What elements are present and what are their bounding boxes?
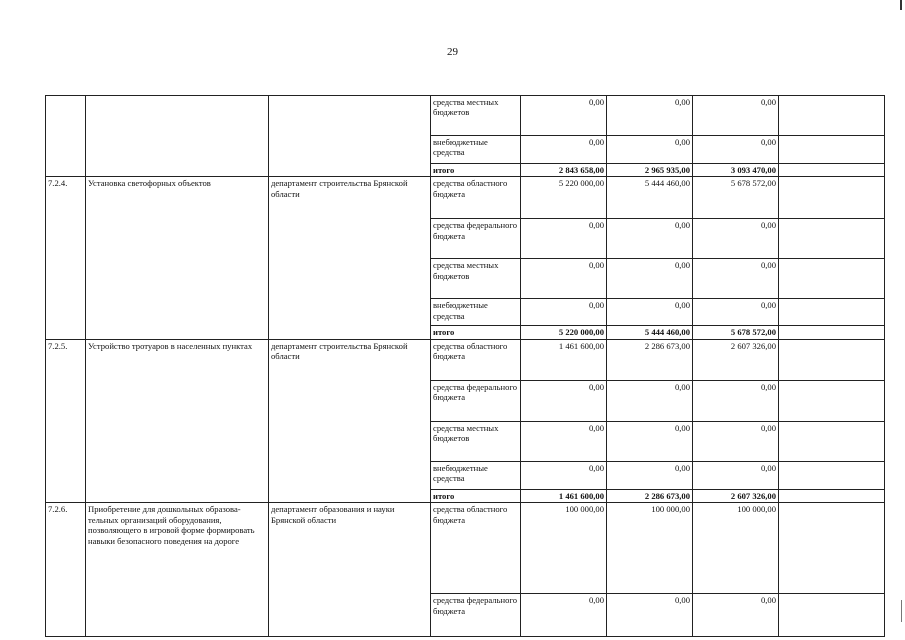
amount-year-2: 0,00 (607, 136, 693, 164)
empty-cell (779, 326, 885, 339)
empty-cell (779, 164, 885, 177)
funding-source: средства местных бюджетов (431, 259, 521, 299)
item-name: Устройство тротуаров в населенных пунктах (86, 339, 269, 502)
page-number: 29 (447, 46, 458, 58)
page-edge-mark (900, 0, 902, 10)
amount-year-2: 0,00 (607, 421, 693, 461)
amount-year-3: 0,00 (693, 299, 779, 326)
amount-year-3: 0,00 (693, 461, 779, 489)
amount-year-1: 0,00 (521, 96, 607, 136)
item-name: Приобретение для дошкольных образова-тельных организаций оборудования, позволяющего в игровой форме формировать навыки безопасного поведения на дороге (86, 503, 269, 637)
amount-year-2: 0,00 (607, 461, 693, 489)
amount-year-1: 5 220 000,00 (521, 326, 607, 339)
empty-cell (779, 299, 885, 326)
amount-year-3: 0,00 (693, 96, 779, 136)
amount-year-1: 0,00 (521, 380, 607, 421)
empty-cell (779, 594, 885, 637)
amount-year-2: 5 444 460,00 (607, 177, 693, 219)
amount-year-1: 0,00 (521, 219, 607, 259)
empty-cell (779, 136, 885, 164)
funding-source: средства местных бюджетов (431, 421, 521, 461)
amount-year-3: 2 607 326,00 (693, 339, 779, 380)
table-row (46, 96, 885, 136)
amount-year-3: 0,00 (693, 136, 779, 164)
empty-cell (779, 503, 885, 594)
item-number (46, 96, 86, 177)
amount-year-2: 2 286 673,00 (607, 339, 693, 380)
funding-source: внебюджетные средства (431, 299, 521, 326)
amount-year-1: 100 000,00 (521, 503, 607, 594)
budget-table (45, 95, 885, 637)
funding-source: средства областного бюджета (431, 503, 521, 594)
amount-year-1: 0,00 (521, 461, 607, 489)
amount-year-1: 1 461 600,00 (521, 489, 607, 502)
funding-source: средства областного бюджета (431, 339, 521, 380)
amount-year-3: 5 678 572,00 (693, 326, 779, 339)
item-name (86, 96, 269, 177)
item-name: Установка светофорных объектов (86, 177, 269, 339)
amount-year-3: 5 678 572,00 (693, 177, 779, 219)
amount-year-3: 0,00 (693, 421, 779, 461)
amount-year-2: 0,00 (607, 259, 693, 299)
item-department: департамент строительства Брянской области (269, 339, 431, 502)
funding-source: средства федерального бюджета (431, 219, 521, 259)
table-row (46, 339, 885, 380)
amount-year-2: 100 000,00 (607, 503, 693, 594)
amount-year-2: 0,00 (607, 594, 693, 637)
amount-year-1: 5 220 000,00 (521, 177, 607, 219)
funding-source: внебюджетные средства (431, 461, 521, 489)
amount-year-2: 2 286 673,00 (607, 489, 693, 502)
amount-year-3: 2 607 326,00 (693, 489, 779, 502)
empty-cell (779, 259, 885, 299)
empty-cell (779, 96, 885, 136)
table-row (46, 503, 885, 594)
empty-cell (779, 489, 885, 502)
amount-year-1: 0,00 (521, 136, 607, 164)
item-number: 7.2.5. (46, 339, 86, 502)
item-number: 7.2.6. (46, 503, 86, 637)
empty-cell (779, 421, 885, 461)
empty-cell (779, 219, 885, 259)
amount-year-1: 0,00 (521, 259, 607, 299)
funding-source: средства местных бюджетов (431, 96, 521, 136)
item-number: 7.2.4. (46, 177, 86, 339)
item-department: департамент образования и науки Брянской области (269, 503, 431, 637)
item-department: департамент строительства Брянской области (269, 177, 431, 339)
empty-cell (779, 177, 885, 219)
funding-source: внебюджетные средства (431, 136, 521, 164)
total-label: итого (431, 164, 521, 177)
amount-year-3: 3 093 470,00 (693, 164, 779, 177)
amount-year-3: 0,00 (693, 594, 779, 637)
table-row (46, 177, 885, 219)
total-label: итого (431, 489, 521, 502)
funding-source: средства федерального бюджета (431, 380, 521, 421)
amount-year-1: 1 461 600,00 (521, 339, 607, 380)
empty-cell (779, 339, 885, 380)
total-label: итого (431, 326, 521, 339)
amount-year-2: 0,00 (607, 380, 693, 421)
funding-source: средства областного бюджета (431, 177, 521, 219)
amount-year-1: 0,00 (521, 421, 607, 461)
amount-year-2: 0,00 (607, 96, 693, 136)
empty-cell (779, 461, 885, 489)
amount-year-1: 2 843 658,00 (521, 164, 607, 177)
amount-year-3: 100 000,00 (693, 503, 779, 594)
amount-year-3: 0,00 (693, 219, 779, 259)
amount-year-3: 0,00 (693, 259, 779, 299)
amount-year-3: 0,00 (693, 380, 779, 421)
funding-source: средства федерального бюджета (431, 594, 521, 637)
empty-cell (779, 380, 885, 421)
amount-year-2: 5 444 460,00 (607, 326, 693, 339)
item-department (269, 96, 431, 177)
page-edge-mark (901, 600, 902, 622)
amount-year-2: 0,00 (607, 219, 693, 259)
amount-year-2: 2 965 935,00 (607, 164, 693, 177)
amount-year-2: 0,00 (607, 299, 693, 326)
amount-year-1: 0,00 (521, 594, 607, 637)
amount-year-1: 0,00 (521, 299, 607, 326)
